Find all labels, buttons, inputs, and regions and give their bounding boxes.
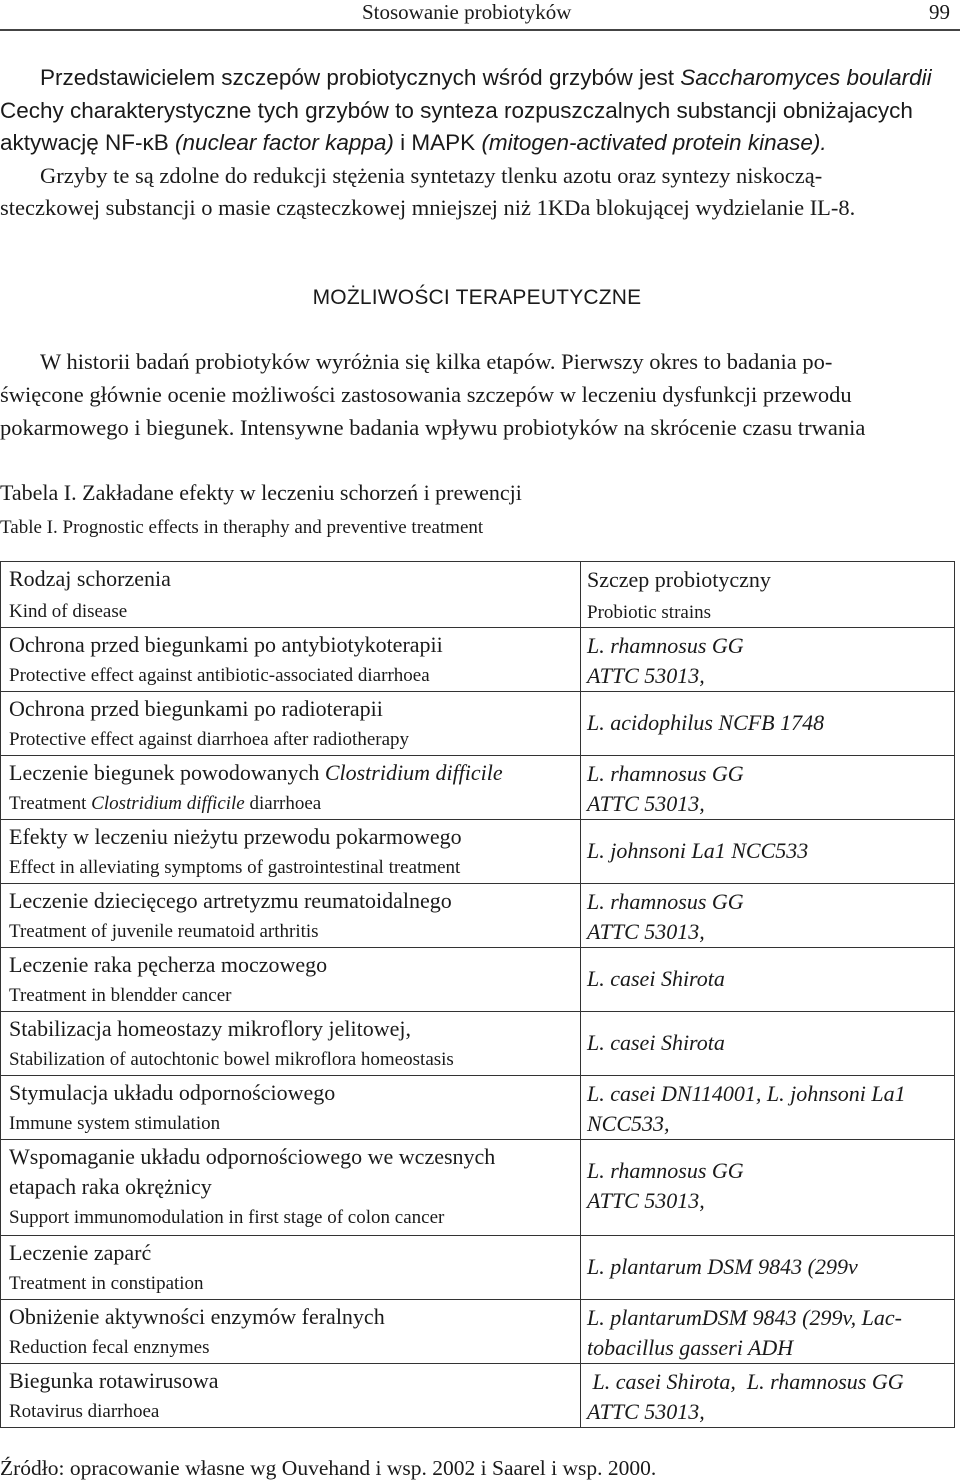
table-row: Efekty w leczeniu nieżytu przewodu pokarmowego Effect in alleviating symptoms of gastrointestinal treatment L. johnsoni La1 NCC533 [1,820,955,884]
paragraph-1 [0,62,960,225]
table-row: Biegunka rotawirusowa Rotavirus diarrhoea L. casei Shirota, L. rhamnosus GG ATTC 53013, [1,1364,955,1428]
table-row: Ochrona przed biegunkami po radioterapii Protective effect against diarrhoea after radiotherapy L. acidophilus NCFB 1748 [1,692,955,756]
table-caption-pl: Tabela I. Zakładane efekty w leczeniu schorzeń i prewencji [0,480,522,505]
page-number: 99 [929,0,950,24]
p1-line-2: Cechy charakterystyczne tych grzybów to synteza rozpuszczalnych substancji obniżajacych [0,97,913,123]
header-rule [0,29,960,31]
table-header-row [1,562,955,628]
table-row: Ochrona przed biegunkami po antybiotykoterapii Protective effect against antibiotic-associated diarrhoea L. rhamnosus GG ATTC 53013, [1,628,955,692]
running-title: Stosowanie probiotyków [362,0,572,24]
table-row: Leczenie raka pęcherza moczowego Treatment in blendder cancer L. casei Shirota [1,948,955,1012]
p2-line-3: pokarmowego i biegunek. Intensywne badania wpływu probiotyków na skrócenie czasu trwania [0,415,866,440]
table-row: Stabilizacja homeostazy mikroflory jelitowej, Stabilization of autochtonic bowel mikroflora homeostasis L. casei Shirota [1,1012,955,1076]
table-row: Leczenie biegunek powodowanych Clostridium difficile Treatment Clostridium difficile diarrhoea L. rhamnosus GG ATTC 53013, [1,756,955,820]
p1-line-4: Grzyby te są zdolne do redukcji stężenia syntetazy tlenku azotu oraz syntezy niskoczą- [40,162,823,188]
header-cell-disease: Rodzaj schorzenia Kind of disease [1,562,581,628]
table-row: Leczenie zaparć Treatment in constipation L. plantarum DSM 9843 (299v [1,1236,955,1300]
table-row: Leczenie dziecięcego artretyzmu reumatoidalnego Treatment of juvenile reumatoid arthritis L. rhamnosus GG ATTC 53013, [1,884,955,948]
p2-line-1: W historii badań probiotyków wyróżnia się kilka etapów. Pierwszy okres to badania po- [40,349,833,374]
p1-line-1: Przedstawicielem szczepów probiotycznych wśród grzybów jest Saccharomyces boulardii [40,65,932,90]
page-header [0,0,960,30]
p1-line-5: steczkowej substancji o masie cząsteczkowej mniejszej niż 1KDa blokującej wydzielanie IL-8. [0,195,856,220]
paragraph-2 [0,345,960,444]
table-row: Stymulacja układu odpornościowego Immune system stimulation L. casei DN114001, L. johnsoni La1 NCC533, [1,1076,955,1140]
effects-table [0,561,955,1428]
table-row: Obniżenie aktywności enzymów feralnych Reduction fecal enznymes L. plantarumDSM 9843 (299v, Lac- tobacillus gasseri ADH [1,1300,955,1364]
table-caption-en: Table I. Prognostic effects in theraphy and preventive treatment [0,517,484,538]
header-cell-strain: Szczep probiotyczny Probiotic strains [581,562,955,628]
p1-line-3: aktywację NF-κB (nuclear factor kappa) i MAPK (mitogen-activated protein kinase). [0,130,827,155]
p2-line-2: święcone głównie ocenie możliwości zastosowania szczepów w leczeniu dysfunkcji przewodu [0,382,852,407]
section-title: MOŻLIWOŚCI TERAPEUTYCZNE [312,286,642,309]
table-source: Źródło: opracowanie własne wg Ouvehand i wsp. 2002 i Saarel i wsp. 2000. [0,1456,657,1480]
table-row: Wspomaganie układu odpornościowego we wczesnych etapach raka okrężnicy Support immunomodulation in first stage of colon cancer L. rhamnosus GG ATTC 53013, [1,1140,955,1236]
